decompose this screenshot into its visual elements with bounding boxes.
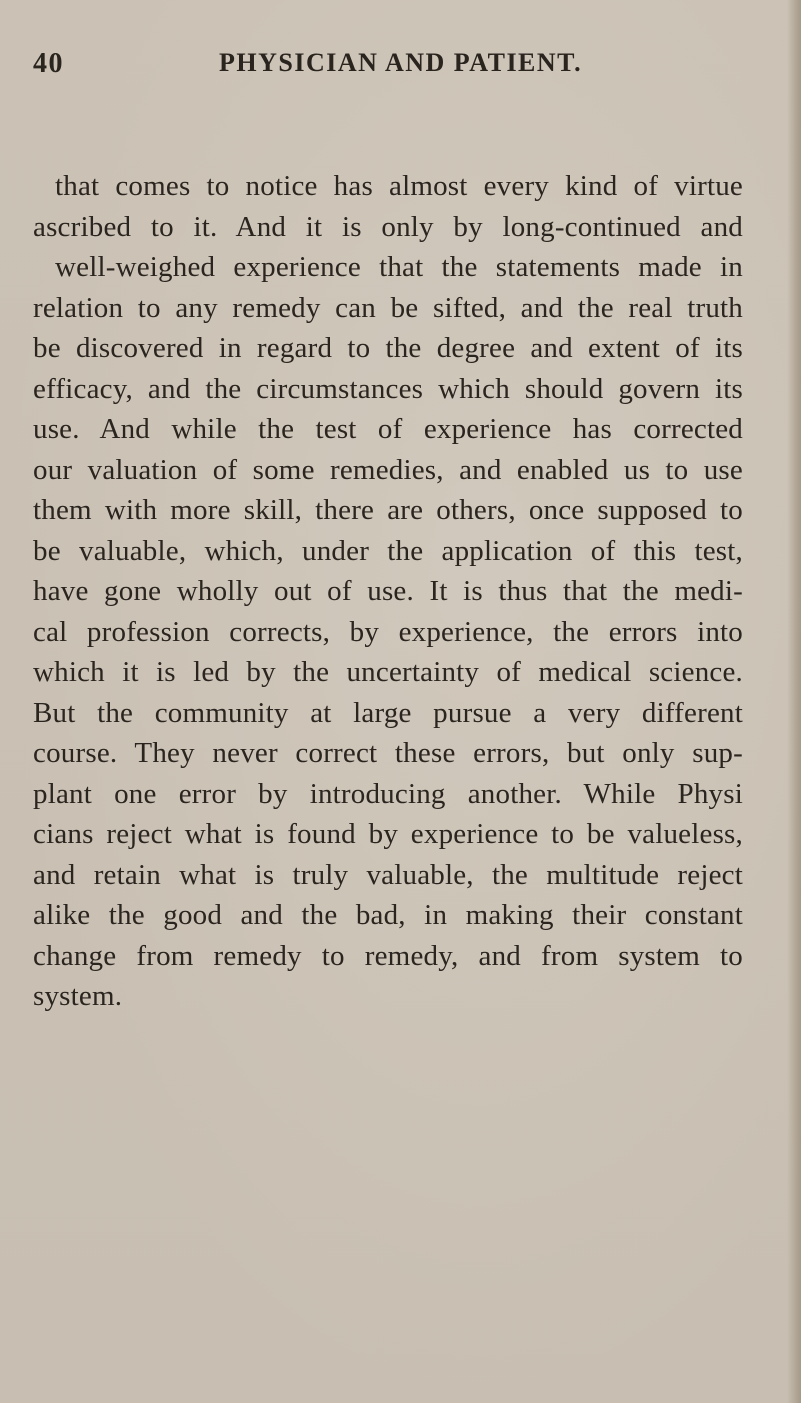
text-line: cal profession corrects, by experience, the errors into (33, 615, 743, 648)
text-line: relation to any remedy can be sifted, and the real truth (33, 291, 743, 324)
text-line: well-weighed experience that the statements made in (55, 251, 743, 283)
text-line: cians reject what is found by experience to be valueless, (33, 818, 743, 850)
text-line: alike the good and the bad, in making their constant (33, 899, 743, 931)
text-line: use. And while the test of experience has corrected (33, 413, 743, 445)
text-line: But the community at large pursue a very different (33, 696, 743, 729)
text-line: change from remedy to remedy, and from system to (33, 939, 743, 972)
text-line: system. (33, 980, 123, 1012)
text-line: efficacy, and the circumstances which should govern its (33, 372, 743, 405)
body-text (33, 166, 743, 1017)
page-edge-shadow (787, 0, 801, 1403)
text-line: which it is led by the uncertainty of medical science. (33, 656, 743, 688)
text-line: them with more skill, there are others, once supposed to (33, 494, 743, 526)
text-line: have gone wholly out of use. It is thus that the medi- (33, 575, 743, 607)
text-line: be valuable, which, under the application of this test, (33, 534, 743, 567)
text-line: course. They never correct these errors, but only sup- (33, 737, 743, 769)
page-number: 40 (33, 48, 64, 79)
text-line: plant one error by introducing another. While Physi (33, 777, 743, 810)
running-head (33, 48, 753, 88)
text-line: that comes to notice has almost every kind of virtue (55, 170, 743, 202)
text-line: our valuation of some remedies, and enabled us to use (33, 453, 743, 486)
text-line: be discovered in regard to the degree and extent of its (33, 332, 743, 364)
text-line: and retain what is truly valuable, the multitude reject (33, 858, 743, 891)
text-line: ascribed to it. And it is only by long-continued and (33, 210, 743, 243)
running-title: PHYSICIAN AND PATIENT. (219, 48, 583, 77)
